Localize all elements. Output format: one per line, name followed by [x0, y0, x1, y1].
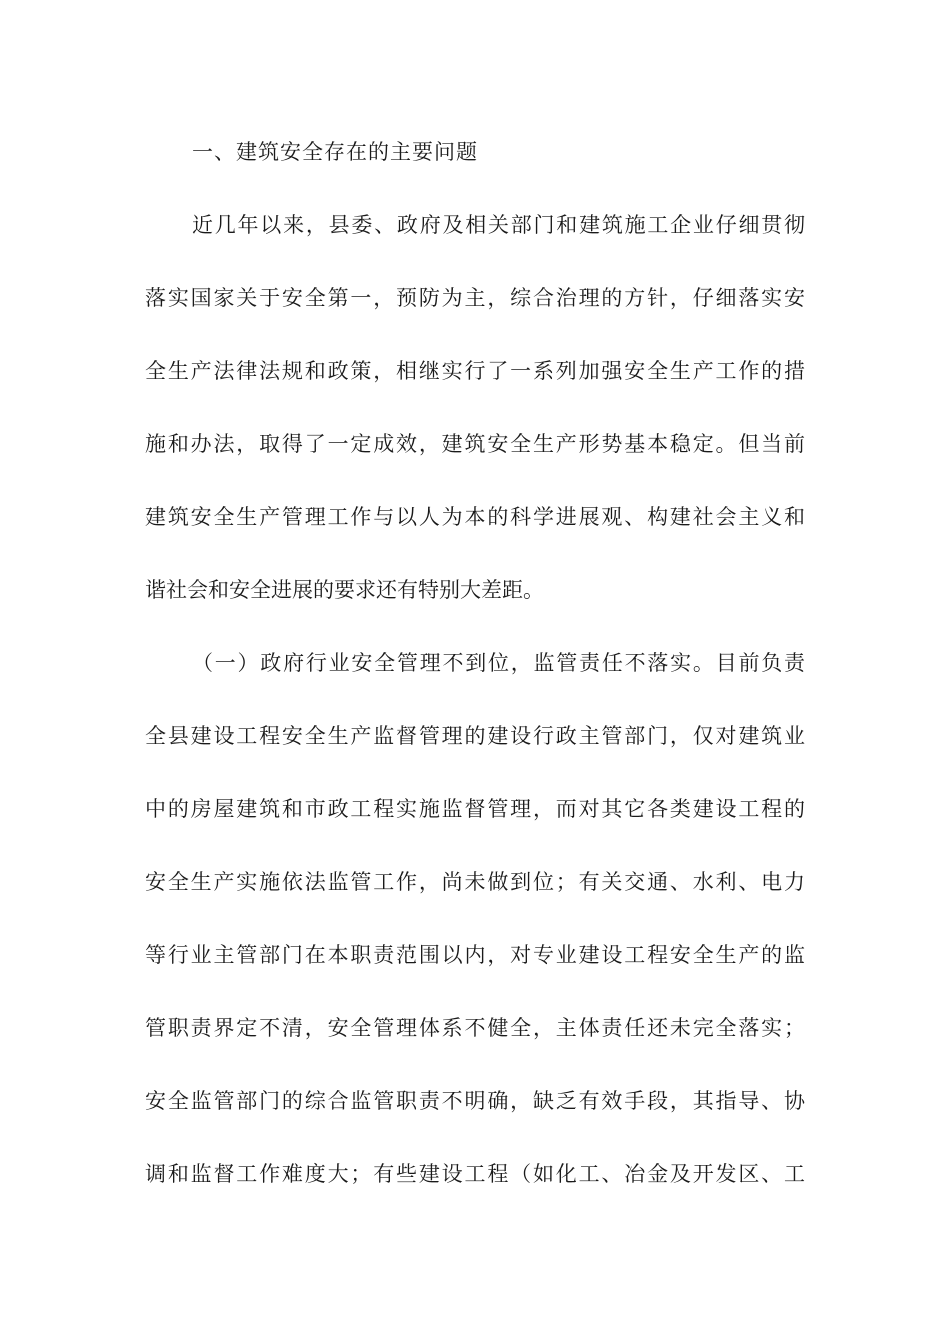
paragraph-2-line-1: （一）政府行业安全管理不到位，监管责任不落实。目前负责: [192, 651, 805, 675]
paragraph-2-line-3: 中的房屋建筑和市政工程实施监督管理，而对其它各类建设工程的: [145, 797, 805, 821]
paragraph-1-line-6: 谐社会和安全进展的要求还有特别大差距。: [145, 578, 544, 602]
paragraph-1-line-2: 落实国家关于安全第一，预防为主，综合治理的方针，仔细落实安: [145, 286, 805, 310]
paragraph-2-line-5: 等行业主管部门在本职责范围以内，对专业建设工程安全生产的监: [145, 943, 805, 967]
paragraph-2-line-7: 安全监管部门的综合监管职责不明确，缺乏有效手段，其指导、协: [145, 1089, 805, 1113]
paragraph-1-line-4: 施和办法，取得了一定成效，建筑安全生产形势基本稳定。但当前: [145, 432, 805, 456]
paragraph-1-line-1: 近几年以来，县委、政府及相关部门和建筑施工企业仔细贯彻: [192, 213, 805, 237]
paragraph-1-line-5: 建筑安全生产管理工作与以人为本的科学进展观、构建社会主义和: [145, 505, 805, 529]
paragraph-2-line-2: 全县建设工程安全生产监督管理的建设行政主管部门，仅对建筑业: [145, 724, 805, 748]
paragraph-1-line-3: 全生产法律法规和政策，相继实行了一系列加强安全生产工作的措: [145, 359, 805, 383]
paragraph-2-line-8: 调和监督工作难度大；有些建设工程（如化工、冶金及开发区、工: [145, 1162, 805, 1186]
section-heading: 一、建筑安全存在的主要问题: [192, 140, 478, 164]
paragraph-2-line-6: 管职责界定不清，安全管理体系不健全，主体责任还未完全落实；: [145, 1016, 805, 1040]
paragraph-2-line-4: 安全生产实施依法监管工作，尚未做到位；有关交通、水利、电力: [145, 870, 805, 894]
